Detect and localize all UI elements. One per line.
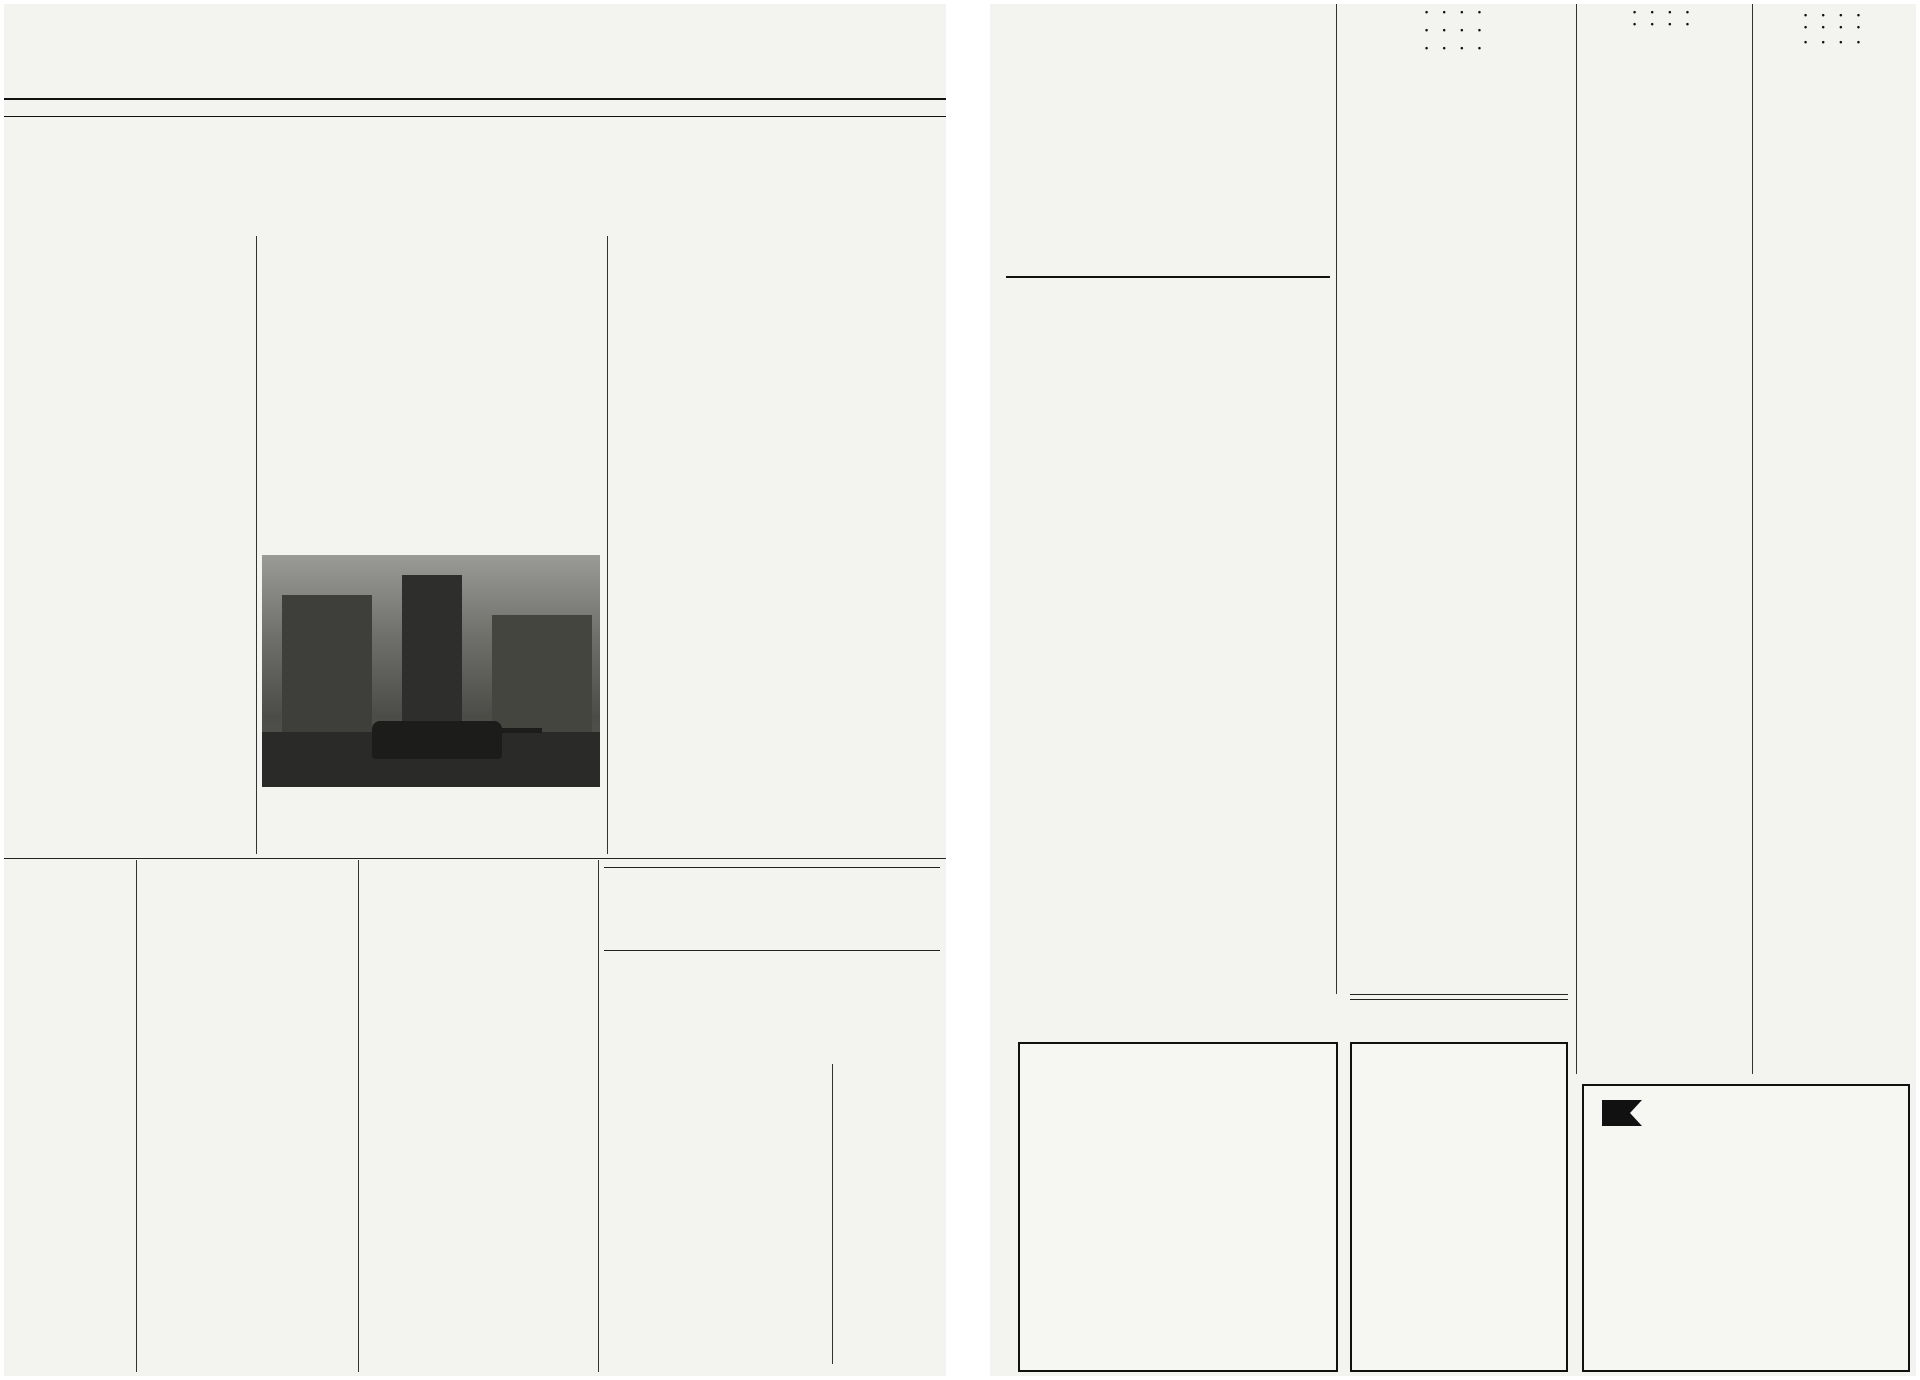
rugs-ad — [1018, 1042, 1338, 1372]
editorial-col-5: • • • • • • • • • • • • — [1803, 10, 1867, 47]
us-story-cont — [774, 240, 940, 852]
city-text-col — [376, 304, 484, 550]
peace-headline — [604, 864, 940, 868]
ek-text — [364, 868, 592, 1308]
city-text-col — [490, 304, 600, 550]
eisenhower-story — [10, 864, 132, 1372]
right-newspaper-page — [990, 4, 1916, 1376]
editorial-col-4: • • • • • • • • — [1632, 7, 1696, 29]
copters-text — [604, 959, 824, 1199]
section-rule — [1006, 276, 1330, 278]
city-story-head — [262, 240, 600, 300]
editorial-intro — [1006, 22, 1330, 272]
column-rule — [1752, 4, 1753, 1074]
peace-text — [604, 872, 940, 944]
kennedy-story — [364, 864, 592, 1372]
wyler-deck-block — [1006, 346, 1330, 438]
column-rule — [598, 860, 599, 1372]
us-story — [614, 240, 768, 852]
left-newspaper-page — [4, 4, 946, 1376]
flag-icon — [1602, 1100, 1642, 1126]
column-rule — [358, 860, 359, 1372]
coastwise-logo — [1602, 1098, 1902, 1132]
editorial-col-3: • • • • • • • • • • • • — [1424, 7, 1488, 53]
column-rule — [607, 236, 608, 854]
column-rule — [1336, 4, 1337, 994]
column-rule — [136, 860, 137, 1372]
hearts-story — [832, 1064, 940, 1364]
column-rule — [256, 236, 257, 854]
moscow-story — [262, 810, 600, 854]
insurance-ad — [1350, 1042, 1568, 1372]
miss-text — [142, 868, 352, 1286]
fold-rule — [4, 858, 946, 859]
wyler-col-2 — [1166, 442, 1330, 982]
coffey-ad — [1350, 994, 1568, 1000]
column-rule — [1576, 4, 1577, 1074]
masthead-rule-2 — [4, 116, 946, 117]
lead-story — [12, 240, 250, 852]
wyler-col-1 — [1006, 442, 1158, 982]
moscow-text — [262, 810, 600, 844]
tank-photo — [262, 555, 600, 787]
city-text-col — [262, 304, 370, 550]
masthead — [4, 4, 946, 96]
copters-headline — [604, 950, 940, 955]
coastwise-ad — [1582, 1084, 1910, 1372]
masthead-rule — [4, 98, 946, 100]
mississippi-story — [142, 864, 352, 1372]
